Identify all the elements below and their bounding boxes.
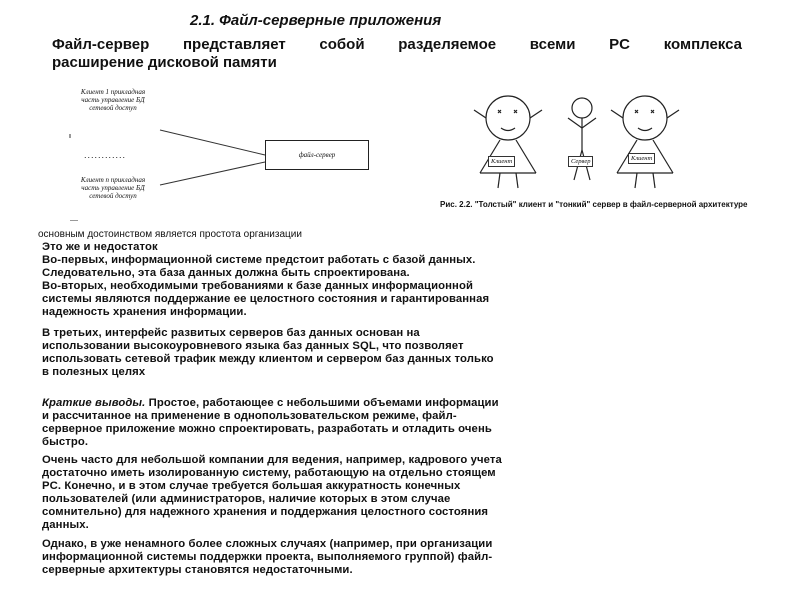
- paragraph-complex-cases: [42, 538, 704, 577]
- text-line: пользователей (или администраторов, наличие которых в этом случае: [42, 493, 451, 505]
- text-line: сомнительно) для надежного хранения и поддержания целостного состояния: [42, 506, 489, 518]
- text-line: и рассчитанное на применение в однопользовательском режиме, файл-: [42, 410, 457, 422]
- text-line: быстро.: [42, 436, 89, 448]
- page-title: 2.1. Файл-серверные приложения: [190, 12, 442, 29]
- paragraph-sql: [42, 327, 652, 379]
- text-line: данных.: [42, 519, 89, 531]
- intro-word: представляет: [182, 36, 286, 53]
- stick-figures: [470, 88, 700, 198]
- intro-word: разделяемое: [398, 36, 497, 53]
- server-label: Сервер: [568, 156, 593, 167]
- intro-line-2: расширение дисковой памяти: [52, 54, 277, 71]
- intro-word: Файл-сервер: [52, 36, 150, 53]
- intro-paragraph: [52, 36, 742, 72]
- text-line: системы являются поддержание ее целостного состояния и гарантированная: [42, 293, 490, 305]
- intro-word: комплекса: [663, 36, 742, 53]
- conclusions-heading: Краткие выводы.: [42, 397, 146, 409]
- thin-client-figure: [611, 96, 679, 188]
- text-line: использовать сетевой трафик между клиентом и сервером баз данных только: [42, 353, 494, 365]
- text-line: серверное приложение можно спроектировать, разработать и отладить очень: [42, 423, 492, 435]
- text-line: В третьих, интерфейс развитых серверов баз данных основан на: [42, 327, 420, 339]
- text-line: достаточно иметь изолированную систему, работающую на отдельно стоящем: [42, 467, 496, 479]
- client-n-box: [67, 172, 159, 220]
- client-1-box: [67, 86, 159, 134]
- intro-line-1: [52, 36, 742, 54]
- paragraph-disadvantages: [42, 241, 652, 319]
- file-server-label: файл-сервер: [298, 151, 336, 159]
- text-line: информационной системы поддержки проекта, выполняемого группой) файл-: [42, 551, 493, 563]
- text-line: Во-первых, информационной системе предстоит работать с базой данных.: [42, 254, 476, 266]
- paragraph-small-company: [42, 454, 692, 532]
- text-line: Это же и недостаток: [42, 241, 158, 253]
- diagram-dots: ............: [84, 150, 127, 160]
- thin-server-figure: [568, 98, 596, 180]
- client-1-label: Клиент 1 прикладная часть управление БД сетевой доступ: [80, 88, 146, 112]
- file-server-box: [265, 140, 369, 170]
- intro-word: всеми: [529, 36, 576, 53]
- text-line: Во-вторых, необходимыми требованиями к базе данных информационной: [42, 280, 474, 292]
- text-line: использовании высокоуровневого языка баз данных SQL, что позволяет: [42, 340, 464, 352]
- text-line: серверные архитектуры становятся недостаточными.: [42, 564, 353, 576]
- text-line: Следовательно, эта база данных должна быть спроектирована.: [42, 267, 410, 279]
- text-line: Простое, работающее с небольшими объемами информации: [145, 397, 499, 409]
- text-line: Однако, в уже ненамного более сложных случаях (например, при организации: [42, 538, 493, 550]
- lead-text: основным достоинством является простота организации: [38, 229, 302, 240]
- client-n-label: Клиент n прикладная часть управление БД сетевой доступ: [80, 176, 146, 200]
- paragraph-conclusions: [42, 397, 682, 449]
- fat-client-label: Клиент: [488, 156, 515, 167]
- fat-client-figure: [474, 96, 542, 188]
- intro-word: PC: [609, 36, 630, 53]
- text-line: в полезных целях: [42, 366, 146, 378]
- text-line: Очень часто для небольшой компании для ведения, например, кадрового учета: [42, 454, 502, 466]
- text-line: PC. Конечно, и в этом случае требуется большая аккуратность конечных: [42, 480, 461, 492]
- thin-client-label: Клиент: [628, 153, 655, 164]
- text-line: надежность хранения информации.: [42, 306, 247, 318]
- figure-caption: Рис. 2.2. "Толстый" клиент и "тонкий" сервер в файл-серверной архитектуре: [440, 200, 748, 209]
- intro-word: собой: [319, 36, 365, 53]
